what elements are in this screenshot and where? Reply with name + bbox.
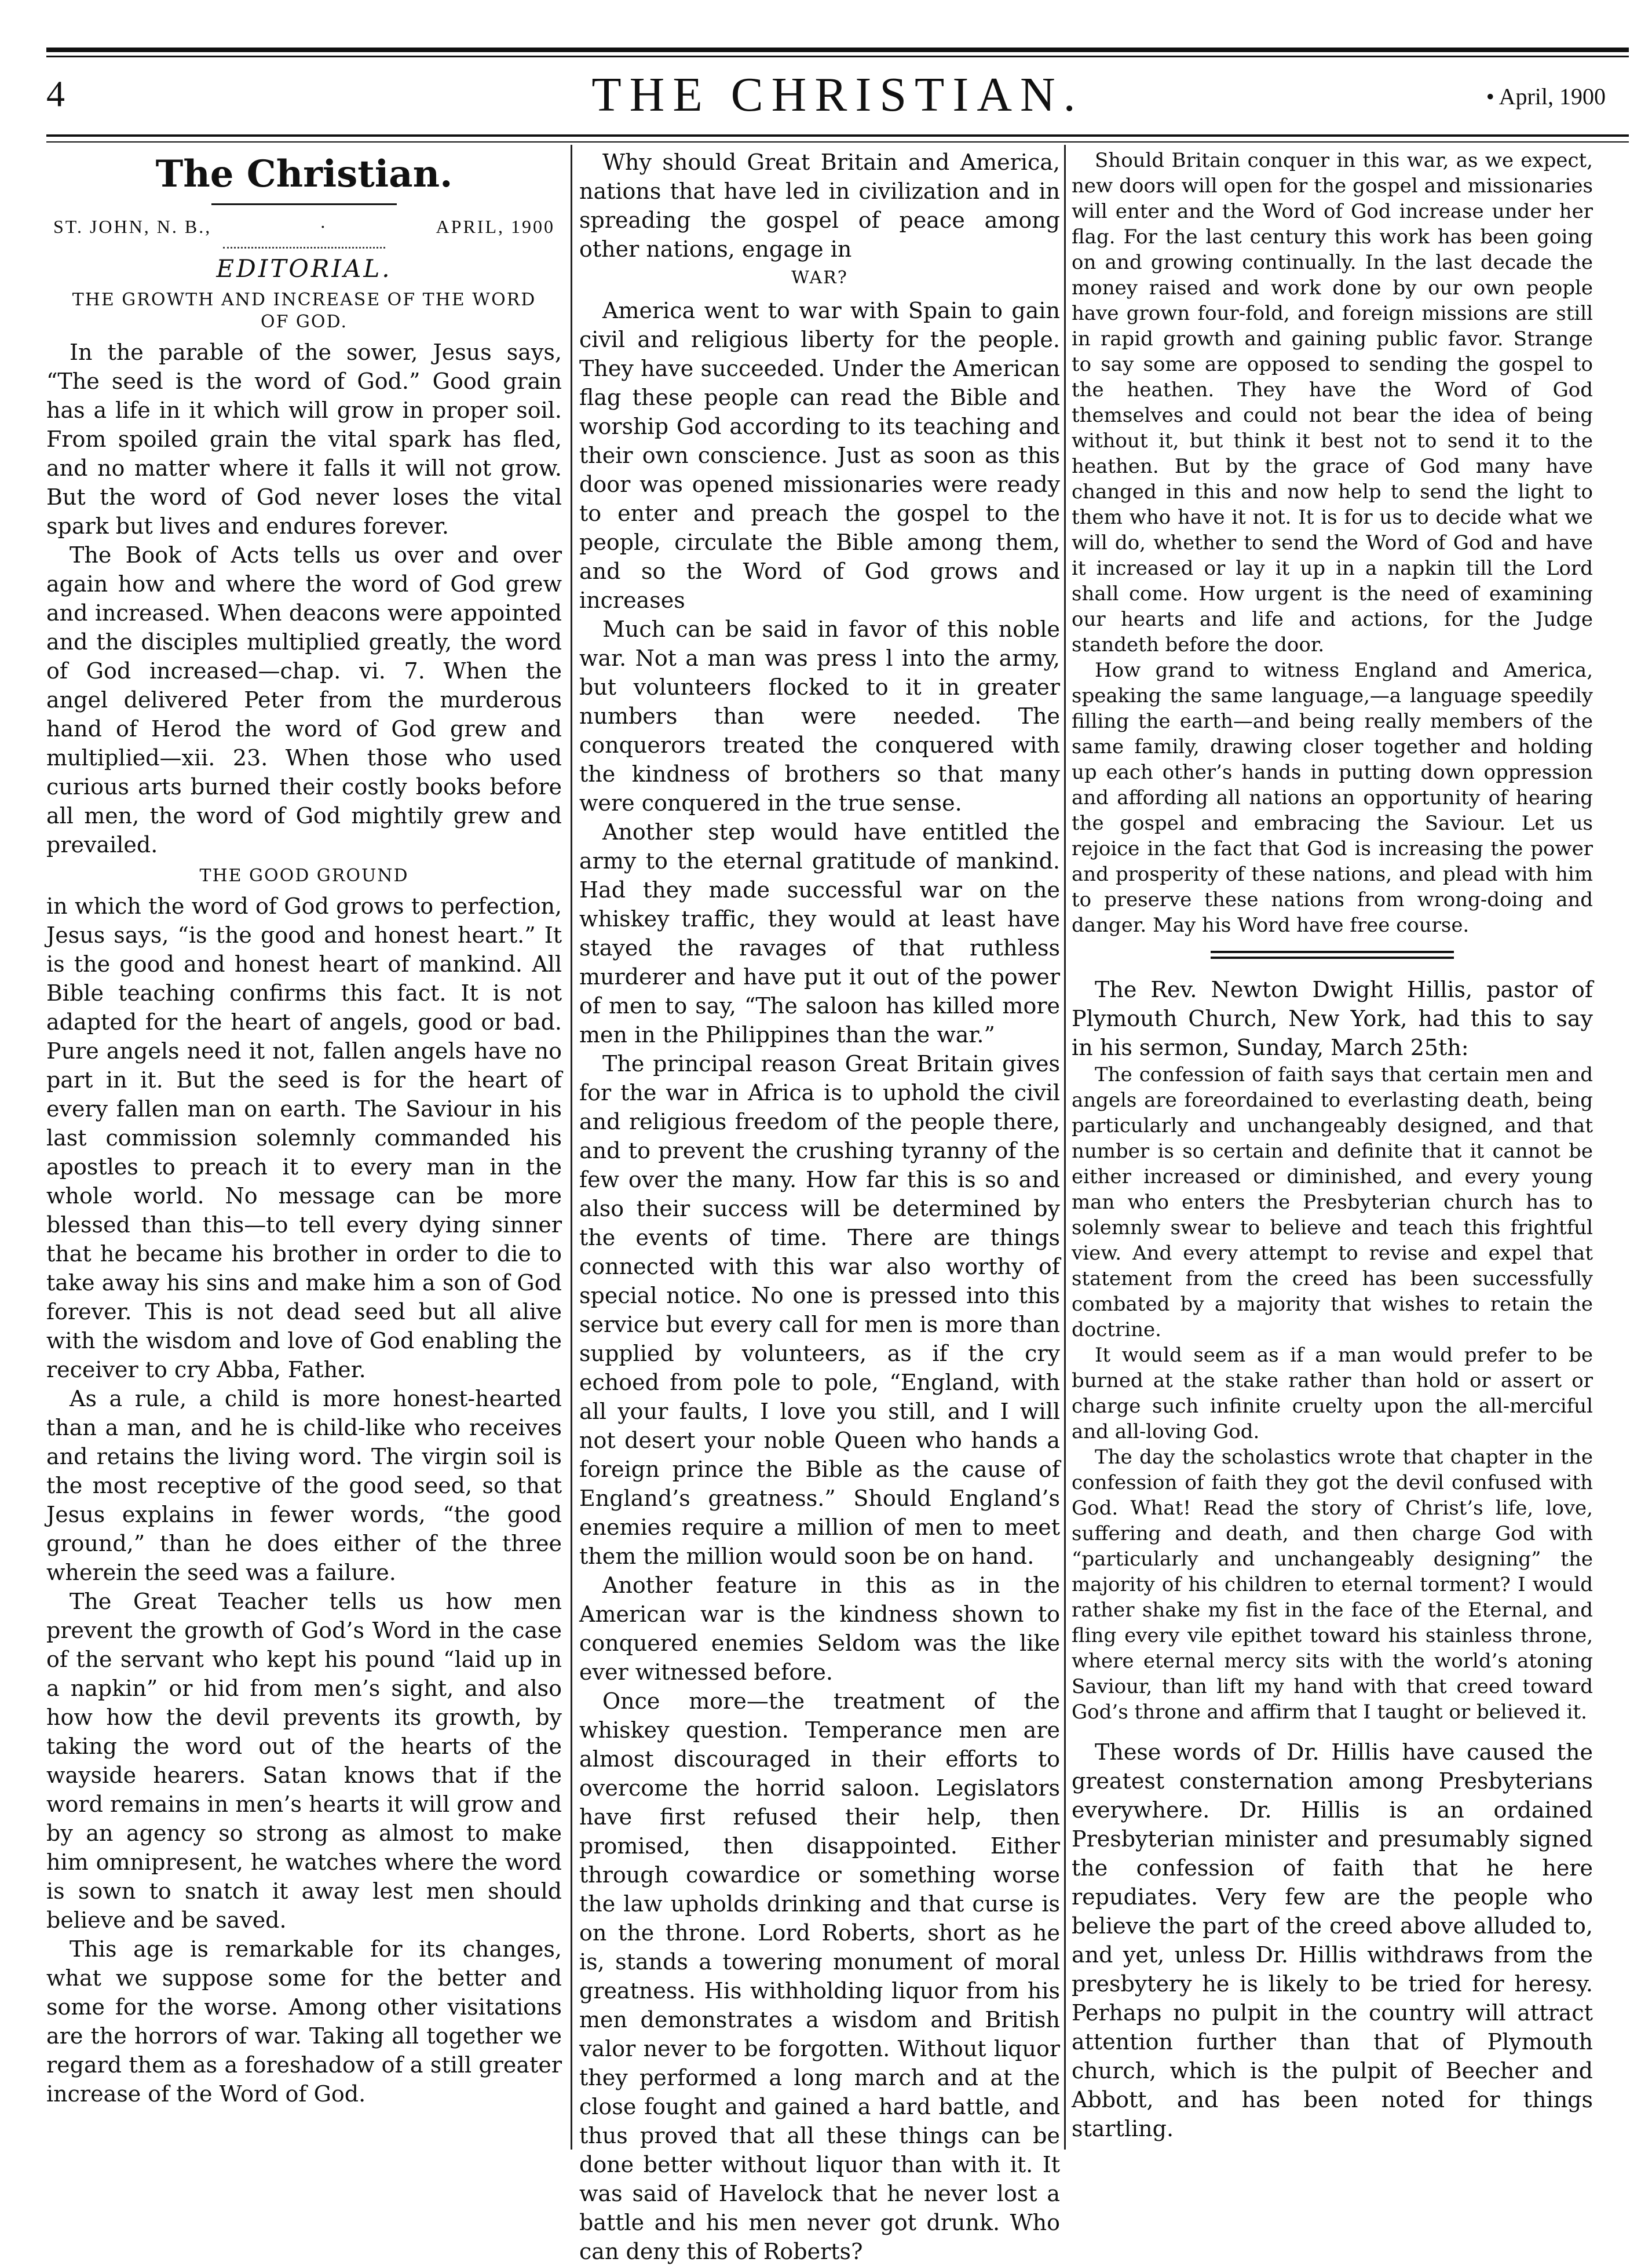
paragraph: This age is remarkable for its changes, what we suppose some for the better and some for the worse. Among other visitations are the horrors of war. Taking all together we regard them as a foreshadow of a still greater increase of the Word of God. bbox=[46, 1936, 562, 2107]
column-3 bbox=[1072, 148, 1593, 2141]
top-rule-thin bbox=[46, 56, 1629, 57]
nameplate-rule bbox=[211, 203, 397, 205]
column-1 bbox=[46, 148, 562, 2138]
paragraph: Why should Great Britain and America, nations that have led in civilization and in spreading the gospel of peace among other nations, engage in bbox=[579, 149, 1060, 262]
column-divider-1 bbox=[571, 145, 572, 2150]
page-number: 4 bbox=[46, 73, 65, 114]
issue-date: • April, 1900 bbox=[1486, 83, 1606, 110]
paragraph: As a rule, a child is more honest-hearted than a man, and he is child-like who receives and retains the living word. The virgin soil is the most receptive of the good seed, so that Jesus explains in fewer words, “the good ground,” than he does either of the three wherein the seed was a failure. bbox=[46, 1386, 562, 1585]
section-divider bbox=[1211, 951, 1454, 959]
section-heading: EDITORIAL. bbox=[216, 254, 392, 283]
paper-title: THE CHRISTIAN. bbox=[591, 68, 1084, 122]
dotted-rule bbox=[223, 247, 385, 249]
quote-paragraph: It would seem as if a man would prefer to be burned at the stake rather than hold or assert or charge such infinite cruelty upon the all-merciful and all-loving God. bbox=[1072, 1344, 1593, 1443]
paragraph: Another feature in this as in the American war is the kindness shown to conquered enemies Seldom was the like ever witnessed before. bbox=[579, 1572, 1060, 1685]
dateline-separator: · bbox=[320, 216, 328, 237]
paragraph: America went to war with Spain to gain civil and religious liberty for the people. They have succeeded. Under the American flag these people can read the Bible and worship God according to its teaching and their own conscience. Just as soon as this door was opened missionaries were ready to enter and preach the gospel to the people, circulate the Bible among them, and so the Word of God grows and increases bbox=[579, 298, 1060, 613]
paragraph: in which the word of God grows to perfection, Jesus says, “is the good and honest heart.” It is the good and honest heart of mankind. All Bible teaching confirms this fact. It is not adapted for the heart of angels, good or bad. Pure angels need it not, fallen angels have no part in it. But the seed is for the heart of every fallen man on earth. The Saviour in his last commission solemnly commanded his apostles to preach it to every man in the whole world. No message can be more blessed than this—to tell every dying sinner that he became his brother in order to die to take away his sins and make him a son of God forever. This is not dead seed but all alive with the wisdom and love of God enabling the receiver to cry Abba, Father. bbox=[46, 893, 562, 1382]
top-rule-thick bbox=[46, 48, 1629, 52]
closing-paragraph: These words of Dr. Hillis have caused the greatest consternation among Presbyterians everywhere. Dr. Hillis is an ordained Presbyterian minister and presumably signed the confession of faith that he here repudiates. Very few are the people who believe the part of the creed above alluded to, and yet, unless Dr. Hillis withdraws from the presbytery he is likely to be tried for heresy. Perhaps no pulpit in the country will attract attention further than that of Plymouth church, which is the pulpit of Beecher and Abbott, and has been noted for things startling. bbox=[1072, 1739, 1593, 2141]
paragraph: Should Britain conquer in this war, as we expect, new doors will open for the gospel and missionaries will enter and the Word of God increase under her flag. For the last century this work has been going on and growing continually. In the last decade the money raised and work done by our own people have grown four-fold, and foreign missions are still in rapid growth and gaining public favor. Strange to say some are opposed to sending the gospel to the heathen. They have the Word of God themselves and could not bear the idea of being without it, but think it best not to send it to the heathen. But by the grace of God many have changed in this and now help to send the light to them who have it not. It is for us to decide what we will do, whether to send the Word of God and have it increased or lay it up in a napkin till the Lord shall come. How urgent is the need of examining our hearts and life and actions, for the Judge standeth before the door. bbox=[1072, 149, 1593, 656]
good-ground-subhead: THE GOOD GROUND bbox=[199, 866, 409, 886]
dateline bbox=[46, 210, 562, 243]
dateline-place: ST. JOHN, N. B., bbox=[53, 216, 212, 237]
paragraph: Much can be said in favor of this noble war. Not a man was press l into the army, but volunteers flocked to it in greater numbers than were needed. The conquerors treated the conquered with the kindness of brothers so that many were conquered in the true sense. bbox=[579, 616, 1060, 816]
paragraph: Once more—the treatment of the whiskey question. Temperance men are almost discouraged in their efforts to overcome the horrid saloon. Legislators have first refused their help, then promised, then disappointed. Either through cowardice or something worse the law upholds drinking and that curse is on the throne. Lord Roberts, short as he is, stands a towering monument of moral greatness. His withholding liquor from his men demonstrates a wisdom and British valor never to be forgotten. Without liquor they performed a long march and at the close fought and gained a hard battle, and thus proved that all these things can be done better without liquor than with it. It was said of Havelock that he never lost a battle and his men never got drunk. Who can deny this of Roberts? bbox=[579, 1688, 1060, 2264]
article-subhead: THE GROWTH AND INCREASE OF THE WORD OF GOD. bbox=[72, 290, 536, 332]
column-2 bbox=[579, 148, 1060, 2264]
paragraph: The principal reason Great Britain gives for the war in Africa is to uphold the civil and religious freedom of the people there, and to prevent the crushing tyranny of the few over the many. How far this is so and also their success will be determined by the events of time. There are things connected with this war also worthy of special notice. No one is pressed into this service but every call for men is more than supplied by volunteers, as if the cry echoed from pole to pole, “England, with all your faults, I love you still, and I will not desert your noble Queen who hands a foreign prince the Bible as the cause of England’s greatness.” Should England’s enemies require a million of men to meet them the million would soon be on hand. bbox=[579, 1051, 1060, 1569]
hillis-intro: The Rev. Newton Dwight Hillis, pastor of Plymouth Church, New York, had this to say in his sermon, Sunday, March 25th: bbox=[1072, 977, 1593, 1060]
column-divider-2 bbox=[1064, 145, 1066, 2150]
masthead-rule-thin bbox=[46, 141, 1629, 143]
paragraph: The Great Teacher tells us how men prevent the growth of God’s Word in the case of the servant who kept his pound “laid up in a napkin” or hid from men’s sight, and also how how the devil prevents its growth, by taking the word out of the hearts of the wayside hearers. Satan knows that if the word remains in men’s hearts it will grow and by an agency so strong as almost to make him omnipresent, he watches where the word is sown to snatch it away lest men should believe and be saved. bbox=[46, 1589, 562, 1933]
paragraph: The Book of Acts tells us over and over again how and where the word of God grew and increased. When deacons were appointed and the disciples multiplied greatly, the word of God increased—chap. vi. 7. When the angel delivered Peter from the murderous hand of Herod the word of God grew and multiplied—xii. 23. When those who used curious arts burned their costly books before all men, the word of God mightily grew and prevailed. bbox=[46, 542, 562, 857]
masthead-rule-thick bbox=[46, 134, 1629, 137]
nameplate: The Christian. bbox=[155, 152, 453, 196]
paragraph: Another step would have entitled the army to the eternal gratitude of mankind. Had they made successful war on the whiskey traffic, they would at least have stayed the ravages of that ruthless murderer and have put it out of the power of men to say, “The saloon has killed more men in the Philippines than the war.” bbox=[579, 819, 1060, 1048]
spacer bbox=[1072, 1725, 1593, 1738]
war-subhead: WAR? bbox=[791, 268, 848, 288]
dateline-date: APRIL, 1900 bbox=[436, 216, 555, 237]
paragraph: In the parable of the sower, Jesus says, “The seed is the word of God.” Good grain has a life in it which will grow in proper soil. From spoiled grain the vital spark has fled, and no matter where it falls it will not grow. But the word of God never loses the vital spark but lives and endures forever. bbox=[46, 340, 562, 539]
paragraph: How grand to witness England and America, speaking the same language,—a language speedily filling the earth—and being really members of the same family, drawing closer together and holding up each other’s hands in putting down oppression and affording all nations an opportunity of hearing the gospel and embracing the Saviour. Let us rejoice in the fact that God is increasing the power and prosperity of these nations, and plead with him to preserve these nations from wrong-doing and danger. May his Word have free course. bbox=[1072, 659, 1593, 937]
quote-paragraph: The confession of faith says that certain men and angels are foreordained to everlasting death, being particularly and unchangeably designed, and that number is so certain and definite that it cannot be either increased or diminished, and every young man who enters the Presbyterian church has to solemnly swear to believe and teach this frightful view. And every attempt to revise and expel that statement from the creed has been successfully combated by a majority that wishes to retain the doctrine. bbox=[1072, 1063, 1593, 1341]
quote-paragraph: The day the scholastics wrote that chapter in the confession of faith they got the devil confused with God. What! Read the story of Christ’s life, love, suffering and death, and then charge God with “particularly and unchangeably designing” the majority of his children to eternal torment? I would rather shake my fist in the face of the Eternal, and fling every vile epithet toward his stainless throne, where eternal mercy sits with the world’s atoning Saviour, than lift my hand with that creed toward God’s throne and affirm that I taught or believed it. bbox=[1072, 1446, 1593, 1724]
masthead bbox=[46, 67, 1629, 136]
sermon-quote bbox=[1072, 1062, 1593, 1725]
